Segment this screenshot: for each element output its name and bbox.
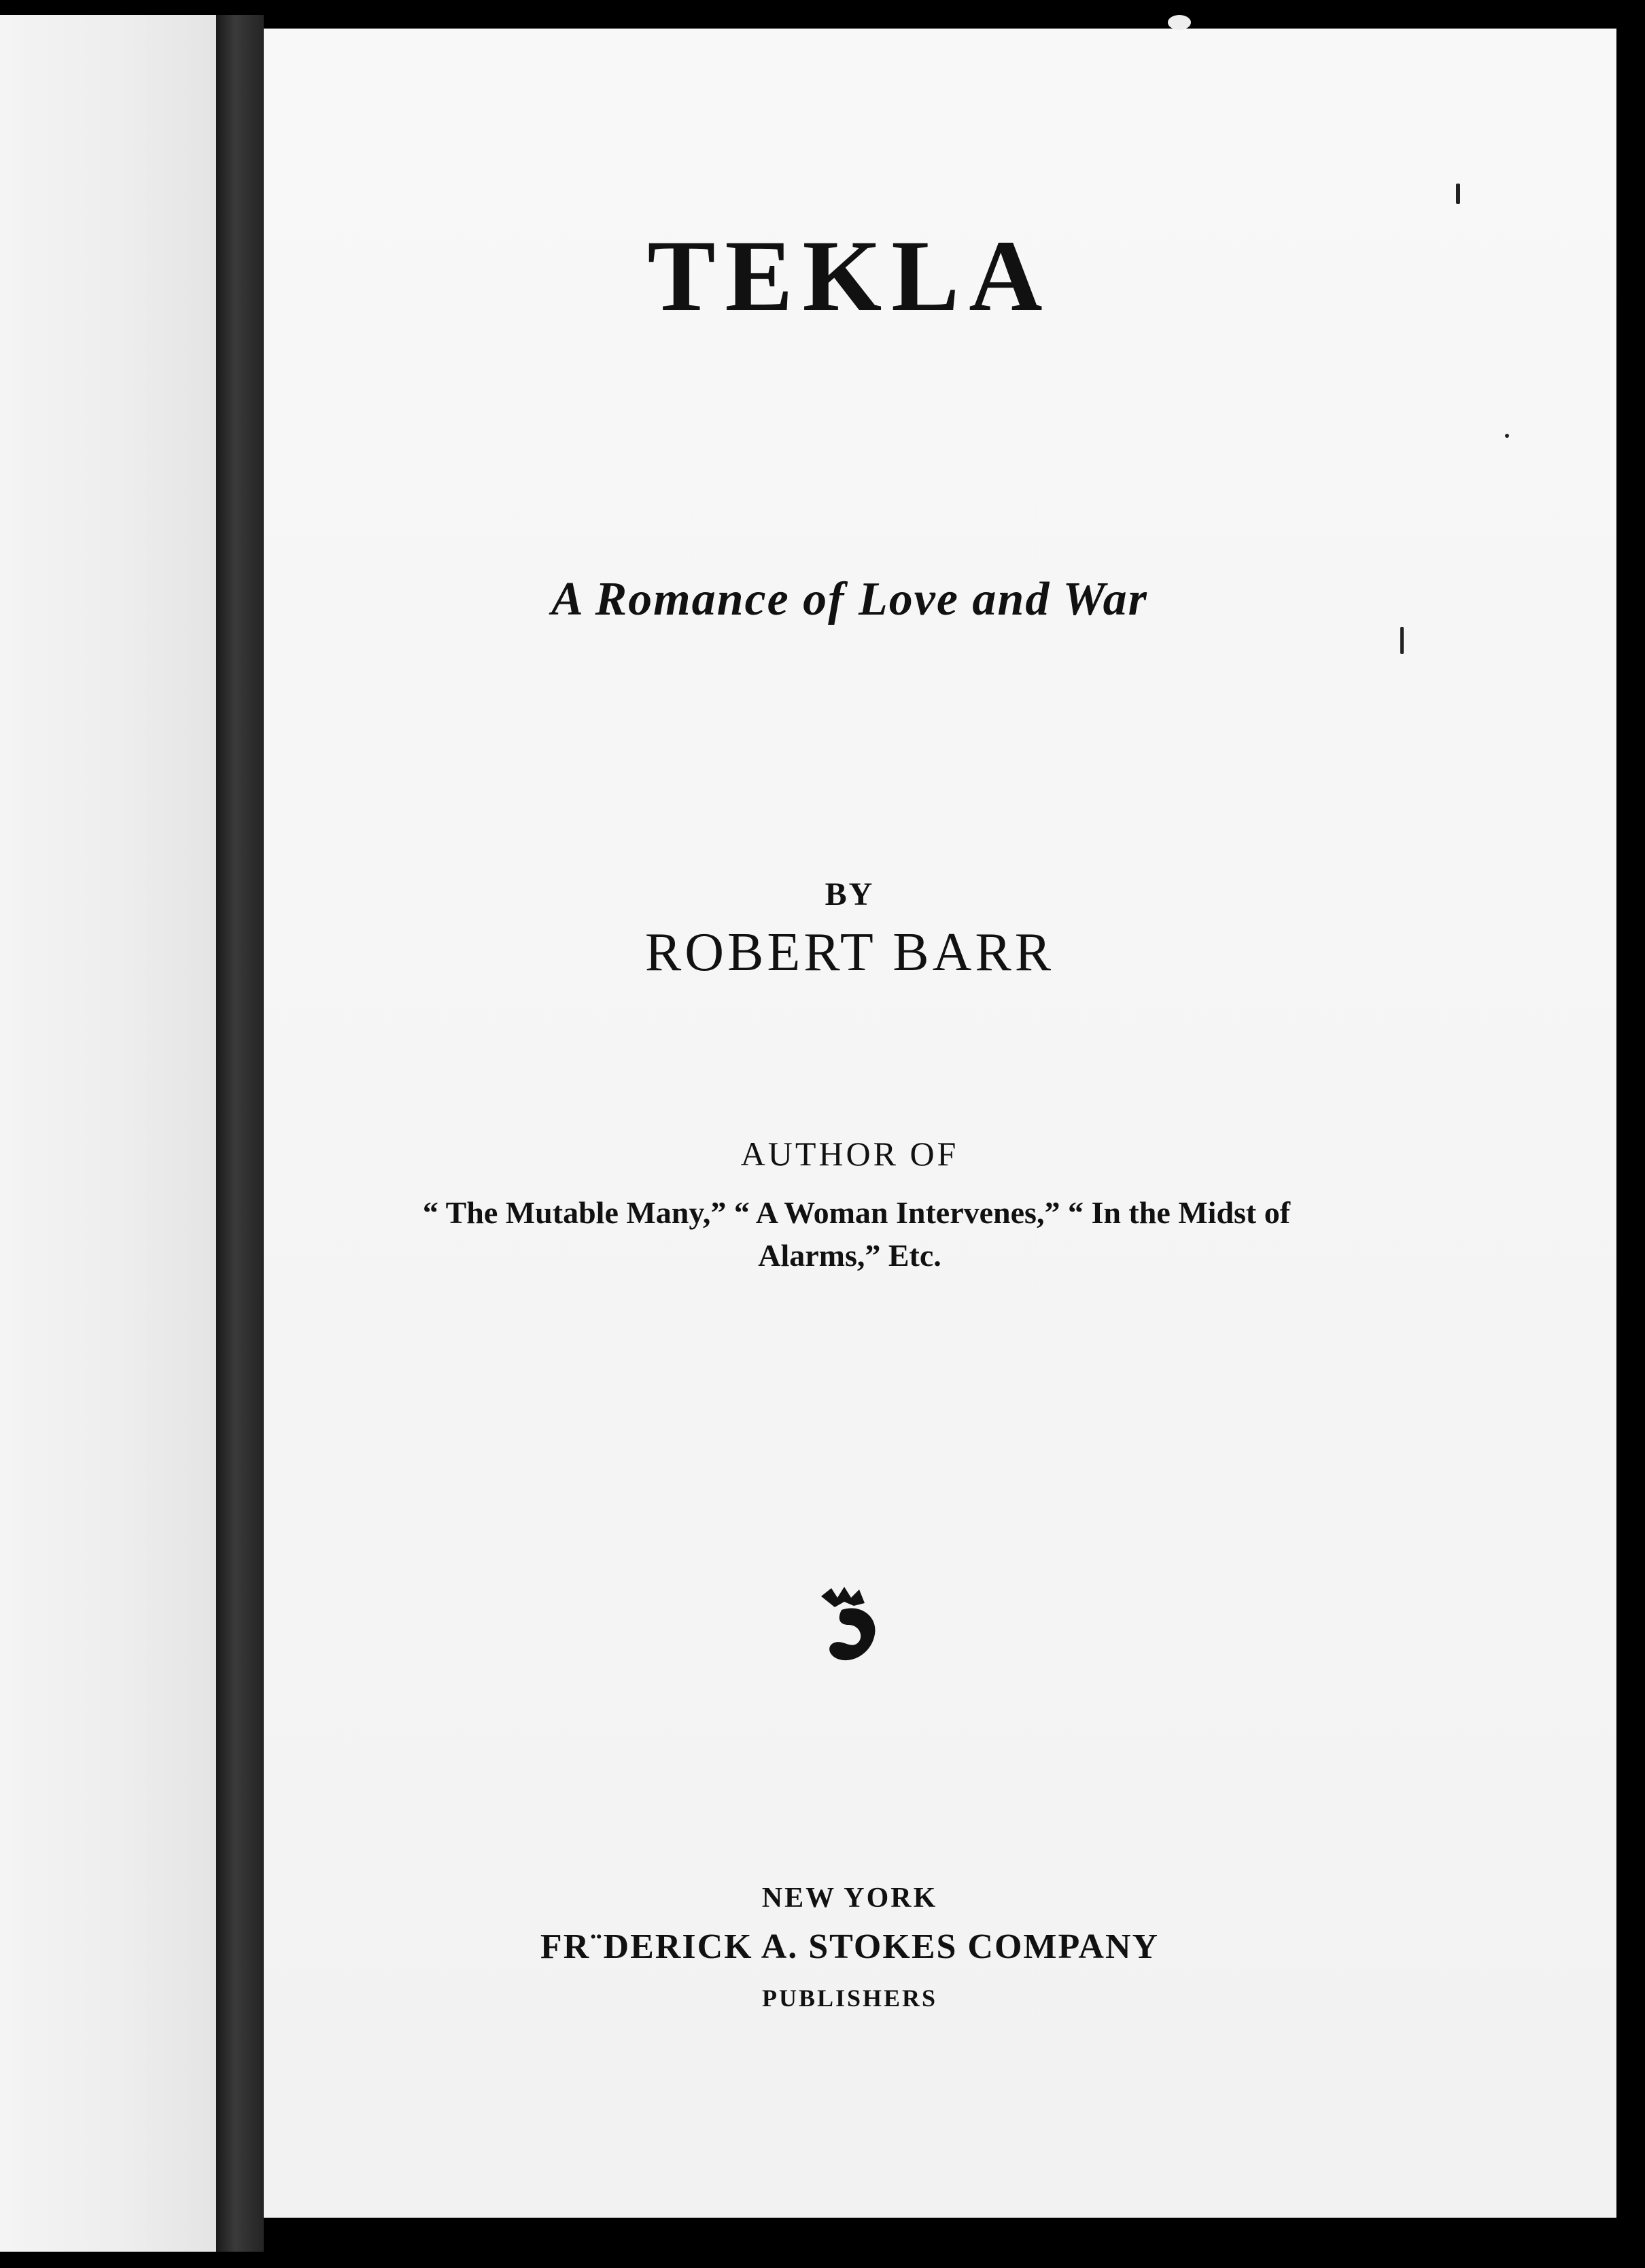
- author-name: ROBERT BARR: [644, 923, 1055, 982]
- publishers-label: PUBLISHERS: [761, 1984, 938, 2012]
- publisher-name: FR¨DERICK A. STOKES COMPANY: [540, 1927, 1160, 1966]
- facing-page: [0, 15, 216, 2252]
- by-label: BY: [825, 876, 875, 912]
- publication-place: NEW YORK: [761, 1883, 938, 1914]
- scan-speck: [1456, 184, 1460, 204]
- author-of-label: AUTHOR OF: [740, 1135, 959, 1173]
- previous-works-line-2: Alarms,” Etc.: [758, 1238, 941, 1273]
- scan-speck: [1505, 434, 1509, 438]
- scan-speck: [1400, 627, 1404, 654]
- book-spine: [216, 15, 264, 2252]
- publisher-device-icon: [814, 1583, 889, 1671]
- previous-works-line-1: “ The Mutable Many,” “ A Woman Intervenes,” “ In the Midst of: [422, 1195, 1291, 1230]
- book-title: TEKLA: [647, 220, 1052, 332]
- book-subtitle: A Romance of Love and War: [551, 573, 1148, 625]
- scan-speck: [1168, 15, 1191, 30]
